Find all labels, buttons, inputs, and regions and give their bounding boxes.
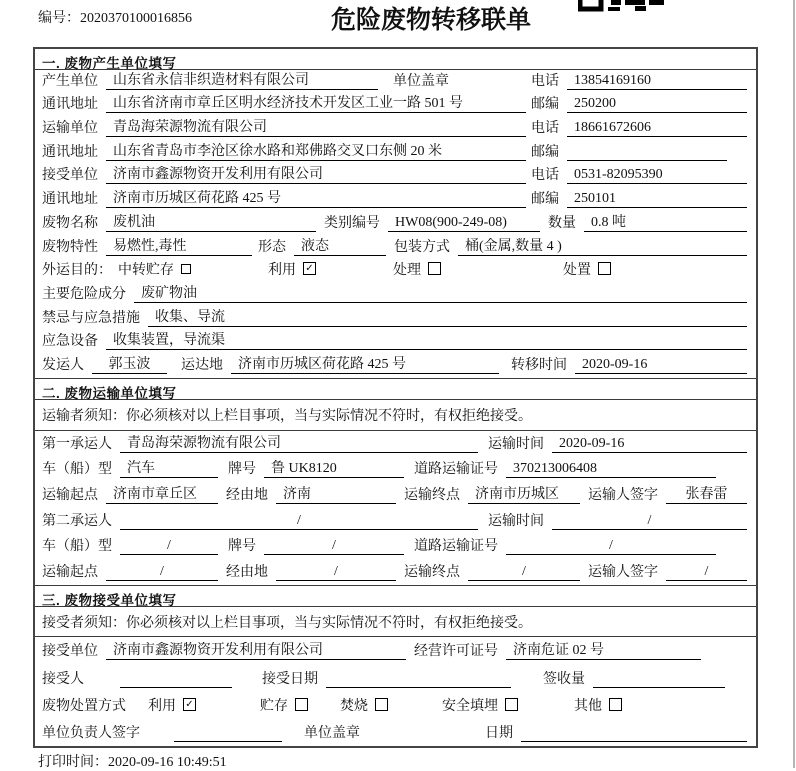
- plate1-label: 牌号: [228, 462, 256, 478]
- waste-code-value: HW08(900-249-08): [388, 214, 540, 232]
- responsible-sign-label: 单位负责人签字: [42, 726, 140, 741]
- receiver-phone-value: 0531-82095390: [567, 166, 747, 184]
- vehicle2-value: /: [120, 537, 218, 555]
- print-time: [38, 751, 227, 771]
- permit1-label: 道路运输证号: [414, 462, 498, 478]
- accept-date-value: [326, 671, 511, 688]
- carrier1-value: 青岛海荣源物流有限公司: [120, 435, 478, 453]
- permit2-label: 道路运输证号: [414, 539, 498, 555]
- row-dispatch: [35, 354, 756, 378]
- carrier2-value: /: [120, 512, 478, 530]
- plate2-label: 牌号: [228, 539, 256, 555]
- permit2-value: /: [506, 537, 716, 555]
- accept-unit-label: 接受单位: [42, 644, 98, 660]
- row-signoff: [35, 719, 756, 746]
- transporter-phone-value: 18661672606: [567, 119, 747, 137]
- disposal-option-incinerate: [340, 698, 442, 715]
- purpose-option-use-label: 利用: [268, 263, 296, 279]
- route1-via-label: 经由地: [226, 488, 268, 504]
- serial-value: 2020370100016856: [80, 11, 192, 26]
- row-disposal-method: [35, 692, 756, 719]
- manifest-form: [33, 47, 758, 748]
- row-transfer-purpose: [35, 260, 756, 284]
- route2-start-value: /: [106, 563, 218, 581]
- disposal-option-other: [574, 698, 622, 715]
- route2-end-label: 运输终点: [404, 565, 460, 581]
- checkbox-use: ✓: [303, 262, 316, 275]
- route1-via-value: 济南: [276, 486, 396, 504]
- route2-via-label: 经由地: [226, 565, 268, 581]
- unit-seal-label: 单位盖章: [393, 73, 449, 89]
- row-accept-person: [35, 664, 756, 691]
- row-emergency-equipment: [35, 331, 756, 355]
- disposal-option-landfill-label: 安全填埋: [442, 698, 498, 714]
- unit-seal2-label: 单位盖章: [304, 726, 360, 741]
- section1-rows: [35, 70, 756, 378]
- carrier2-time-label: 运输时间: [488, 513, 544, 529]
- row-route2: [35, 559, 756, 585]
- waste-name-label: 废物名称: [42, 215, 98, 231]
- producer-phone-value: 13854169160: [567, 72, 747, 90]
- row-route1: [35, 482, 756, 508]
- sender-label: 发运人: [42, 357, 84, 373]
- checkbox-disposal-landfill: [505, 698, 518, 711]
- row-transporter: [35, 117, 756, 141]
- row-carrier1: [35, 431, 756, 457]
- transporter-value: 青岛海荣源物流有限公司: [106, 119, 526, 137]
- equipment-label: 应急设备: [42, 334, 98, 350]
- checkbox-treatment: [428, 262, 441, 275]
- row-vehicle2: [35, 534, 756, 560]
- receiver-value: 济南市鑫源物资开发利用有限公司: [106, 166, 526, 184]
- route1-start-value: 济南市章丘区: [106, 486, 218, 504]
- transporter-zip-label: 邮编: [531, 144, 559, 160]
- row-producer-address: [35, 94, 756, 118]
- checkbox-disposal: [598, 262, 611, 275]
- signoff-date-label: 日期: [485, 726, 513, 741]
- received-qty-label: 签收量: [543, 671, 585, 687]
- serial-label: 编号：: [38, 11, 80, 26]
- purpose-option-disposal: [563, 262, 611, 279]
- waste-form-value: 液态: [294, 238, 386, 256]
- row-receiver: [35, 165, 756, 189]
- sender-value: 郭玉波: [92, 356, 167, 374]
- vehicle2-label: 车（船）型: [42, 539, 112, 555]
- transporter-zip-value: [567, 144, 727, 161]
- waste-traits-label: 废物特性: [42, 239, 98, 255]
- waste-code-label: 类别编号: [324, 215, 380, 231]
- emergency-label: 禁忌与应急措施: [42, 310, 140, 326]
- row-waste-name: [35, 212, 756, 236]
- carrier2-time-value: /: [552, 512, 747, 530]
- route2-end-value: /: [468, 563, 580, 581]
- row-accept-unit: [35, 637, 756, 664]
- transfer-time-value: 2020-09-16: [575, 356, 747, 374]
- plate2-value: /: [264, 537, 404, 555]
- transporter-label: 运输单位: [42, 121, 98, 137]
- carrier1-time-label: 运输时间: [488, 436, 544, 452]
- route1-start-label: 运输起点: [42, 488, 98, 504]
- route2-via-value: /: [276, 563, 396, 581]
- section3-rows: [35, 637, 756, 746]
- producer-zip-label: 邮编: [531, 97, 559, 113]
- purpose-option-storage-label: 中转贮存: [118, 263, 174, 279]
- serial-number: [38, 7, 192, 27]
- disposal-option-use-label: 利用: [148, 698, 176, 714]
- page-edge-line: [793, 0, 795, 768]
- purpose-option-treatment-label: 处理: [393, 263, 421, 279]
- carrier2-label: 第二承运人: [42, 513, 112, 529]
- section3-heading: 三. 废物接受单位填写: [35, 585, 756, 607]
- qr-code-icon: [578, 0, 666, 12]
- purpose-option-use: [268, 262, 393, 279]
- section2-heading: 二. 废物运输单位填写: [35, 378, 756, 400]
- disposal-option-store-label: 贮存: [260, 698, 288, 714]
- route1-sign-label: 运输人签字: [588, 488, 658, 504]
- disposal-option-other-label: 其他: [574, 698, 602, 714]
- destination-value: 济南市历城区荷花路 425 号: [231, 356, 499, 374]
- route2-start-label: 运输起点: [42, 565, 98, 581]
- waste-traits-value: 易燃性,毒性: [106, 238, 252, 256]
- waste-qty-value: 0.8 吨: [584, 214, 747, 232]
- purpose-option-disposal-label: 处置: [563, 263, 591, 279]
- destination-label: 运达地: [181, 357, 223, 373]
- checkbox-disposal-use: ✓: [183, 698, 196, 711]
- transporter-address-value: 山东省青岛市李沧区徐水路和郑佛路交叉口东侧 20 米: [106, 143, 526, 161]
- receiver-label: 接受单位: [42, 168, 98, 184]
- receiver-zip-value: 250101: [567, 190, 747, 208]
- print-time-label: 打印时间：: [38, 755, 108, 770]
- accept-date-label: 接受日期: [262, 671, 318, 687]
- permit1-value: 370213006408: [506, 460, 716, 478]
- license-value: 济南危证 02 号: [506, 642, 701, 660]
- checkbox-storage: [181, 264, 191, 274]
- purpose-option-treatment: [393, 262, 563, 279]
- receiver-phone-label: 电话: [531, 168, 559, 184]
- packaging-value: 桶(金属,数量 4 ): [458, 238, 747, 256]
- print-time-value: 2020-09-16 10:49:51: [108, 755, 227, 770]
- signoff-date-value: [521, 725, 747, 742]
- transporter-phone-label: 电话: [531, 121, 559, 137]
- route1-end-label: 运输终点: [404, 488, 460, 504]
- license-label: 经营许可证号: [414, 644, 498, 660]
- section2-rows: [35, 431, 756, 585]
- vehicle1-label: 车（船）型: [42, 462, 112, 478]
- hazard-label: 主要危险成分: [42, 286, 126, 302]
- transporter-address-label: 通讯地址: [42, 144, 98, 160]
- page-title: 危险废物转移联单: [331, 7, 532, 34]
- equipment-value: 收集装置，导流渠: [106, 332, 747, 350]
- waste-name-value: 废机油: [106, 214, 316, 232]
- disposal-option-incinerate-label: 焚烧: [340, 698, 368, 714]
- purpose-option-storage: [118, 262, 268, 279]
- responsible-sign-value: [174, 725, 282, 742]
- accept-person-label: 接受人: [42, 671, 84, 687]
- waste-qty-label: 数量: [548, 215, 576, 231]
- producer-value: 山东省永信非织造材料有限公司: [106, 72, 378, 90]
- row-producer: [35, 70, 756, 94]
- row-receiver-address: [35, 188, 756, 212]
- receiver-address-value: 济南市历城区荷花路 425 号: [106, 190, 526, 208]
- disposal-option-store: [260, 698, 340, 715]
- row-waste-traits: [35, 236, 756, 260]
- row-vehicle1: [35, 457, 756, 483]
- packaging-label: 包装方式: [394, 239, 450, 255]
- disposal-option-use: [148, 698, 260, 715]
- hazard-value: 废矿物油: [134, 285, 747, 303]
- accept-person-value: [120, 671, 232, 688]
- received-qty-value: [593, 671, 725, 688]
- purpose-label: 外运目的：: [42, 263, 112, 279]
- route2-sign-value: /: [666, 563, 747, 581]
- row-hazard-components: [35, 283, 756, 307]
- producer-label: 产生单位: [42, 73, 98, 89]
- route1-end-value: 济南市历城区: [468, 486, 580, 504]
- producer-address-label: 通讯地址: [42, 97, 98, 113]
- row-transporter-address: [35, 141, 756, 165]
- vehicle1-value: 汽车: [120, 460, 218, 478]
- row-carrier2: [35, 508, 756, 534]
- checkbox-disposal-store: [295, 698, 308, 711]
- section1-heading: 一. 废物产生单位填写: [35, 49, 756, 70]
- plate1-value: 鲁 UK8120: [264, 460, 404, 478]
- carrier1-time-value: 2020-09-16: [552, 435, 747, 453]
- emergency-value: 收集、导流: [148, 309, 747, 327]
- route2-sign-label: 运输人签字: [588, 565, 658, 581]
- checkbox-disposal-other: [609, 698, 622, 711]
- waste-form-label: 形态: [258, 239, 286, 255]
- producer-zip-value: 250200: [567, 95, 747, 113]
- disposal-option-landfill: [442, 698, 574, 715]
- receiver-address-label: 通讯地址: [42, 192, 98, 208]
- checkbox-disposal-incinerate: [375, 698, 388, 711]
- disposal-method-label: 废物处置方式: [42, 698, 126, 714]
- transfer-time-label: 转移时间: [511, 357, 567, 373]
- producer-address-value: 山东省济南市章丘区明水经济技术开发区工业一路 501 号: [106, 95, 526, 113]
- carrier1-label: 第一承运人: [42, 436, 112, 452]
- transporter-notice: 运输者须知：你必须核对以上栏目事项，当与实际情况不符时，有权拒绝接受。: [35, 400, 756, 431]
- row-emergency-measures: [35, 307, 756, 331]
- receiver-zip-label: 邮编: [531, 192, 559, 208]
- route1-sign-value: 张春雷: [666, 486, 747, 504]
- producer-phone-label: 电话: [531, 73, 559, 89]
- accept-unit-value: 济南市鑫源物资开发利用有限公司: [106, 642, 406, 660]
- receiver-notice: 接受者须知：你必须核对以上栏目事项，当与实际情况不符时，有权拒绝接受。: [35, 607, 756, 637]
